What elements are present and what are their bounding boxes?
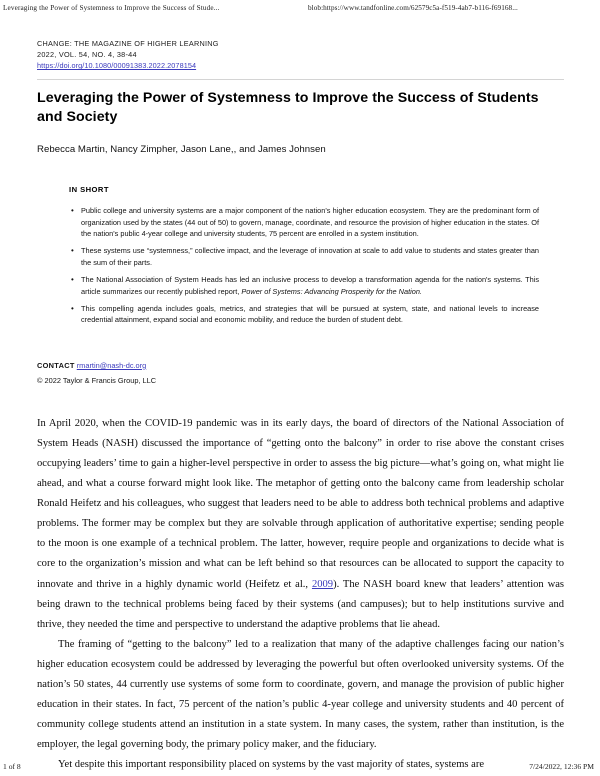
journal-name: CHANGE: THE MAGAZINE OF HIGHER LEARNING [37,39,219,48]
browser-document-url: blob:https://www.tandfonline.com/62579c5a-f519-4ab7-b116-f69168... [308,4,518,12]
in-short-report-title: Power of Systems: Advancing Prosperity for the Nation. [241,286,422,296]
in-short-bullet-text: Public college and university systems are a major component of the nation's higher education ecosystem. They are the predominant form of organization used by the states (44 out of 50) to govern, manage, coordinate, and resource the provision of higher education in the states. Of the nation's public 4-year college and university students, 75 percent are enrolled in a system institution. [81,206,539,238]
journal-volume-info: 2022, VOL. 54, NO. 4, 38-44 [37,50,137,60]
page-indicator: 1 of 8 [3,762,21,771]
citation-link[interactable]: 2009 [311,578,334,590]
in-short-heading: IN SHORT [69,185,109,195]
body-paragraph [37,414,564,635]
journal-masthead [37,38,564,72]
in-short-bullet-text: These systems use “systemness,” collective impact, and the leverage of innovation at scale to add value to students and states greater than the sum of their parts. [81,246,539,267]
copyright-notice: © 2022 Taylor & Francis Group, LLC [37,375,157,385]
body-paragraph: Yet despite this important responsibility placed on systems by the vast majority of states, systems are [58,759,485,771]
in-short-section [37,185,539,326]
doi-link[interactable]: https://doi.org/10.1080/00091383.2022.2078154 [37,61,197,71]
bullet-icon: • [71,275,74,285]
bullet-icon: • [71,206,74,216]
browser-document-title: Leveraging the Power of Systemness to Improve the Success of Stude... [3,4,220,12]
article-body [37,414,564,776]
list-item [69,205,539,239]
browser-print-header [0,0,600,20]
body-paragraph-text: In April 2020, when the COVID-19 pandemic was in its early days, the board of directors of the National Association of System Heads (NASH) discussed the importance of “getting onto the balcony” in order to rise above the constant crises occupying leaders’ time to gain a higher-level perspective in order to assess the big picture—what’s going on, what might lie ahead, and what a course forward might look like. The metaphor of getting onto the balcony came from leadership scholar Ronald Heifetz and his colleagues, who suggest that leaders need to be able to address both technical problems and adaptive problems. The former may be complex but they are solvable through application of authoritative expertise; sending people to the moon is one example of a technical problem. The latter, however, require people and organizations to decide what is core to the organization’s mission and what can be left behind so that resources can be allocated to support the capacity to innovate and thrive in a highly dynamic world (Heifetz et al., [37,417,564,590]
print-timestamp: 7/24/2022, 12:36 PM [529,762,594,771]
bullet-icon: • [71,303,74,313]
contact-label: CONTACT [37,360,75,370]
contact-email-link[interactable]: rmartin@nash-dc.org [76,360,147,370]
bullet-icon: • [71,246,74,256]
title-divider-rule [37,79,564,81]
article-authors: Rebecca Martin, Nancy Zimpher, Jason Lane,, and James Johnsen [37,144,326,156]
in-short-bullet-text: This compelling agenda includes goals, metrics, and strategies that will be pursued at system, state, and national levels to increase credential attainment, expand social and economic mobility, and reduce the burden of student debt. [81,303,539,325]
article-title: Leveraging the Power of Systemness to Improve the Success of Students and Society [37,90,539,125]
list-item [69,303,539,326]
list-item [69,274,539,297]
in-short-bullet-list [69,205,539,326]
body-paragraph-text: ). The NASH board knew that leaders’ attention was being drawn to the technical problems being faced by their systems (and campuses); but to help institutions survive and thrive, they needed the time and perspective to understand the adaptive problems that lie ahead. [37,578,564,630]
list-item [69,245,539,268]
browser-print-footer [0,754,600,776]
article-content [37,38,564,775]
body-paragraph: The framing of “getting to the balcony” led to a realization that many of the adaptive challenges facing our nation’s higher education ecosystem could be addressed by leveraging the powerful but often overlooked university systems. Of the nation’s 50 states, 44 currently use systems of some form to coordinate, govern, and manage the provision of public higher education in their states. In fact, 75 percent of the nation’s public 4-year college and university students and 40 percent of community college students attend an institution in a state system. In many cases, the system, rather than institution, is the employer, the legal governing body, the primary policy maker, and the fiduciary. [37,638,564,751]
contact-section [37,359,564,373]
in-short-bullet-text: The National Association of System Heads has led an inclusive process to develop a transformation agenda for the nation's systems. This article summarizes our recently published report, [81,275,539,296]
